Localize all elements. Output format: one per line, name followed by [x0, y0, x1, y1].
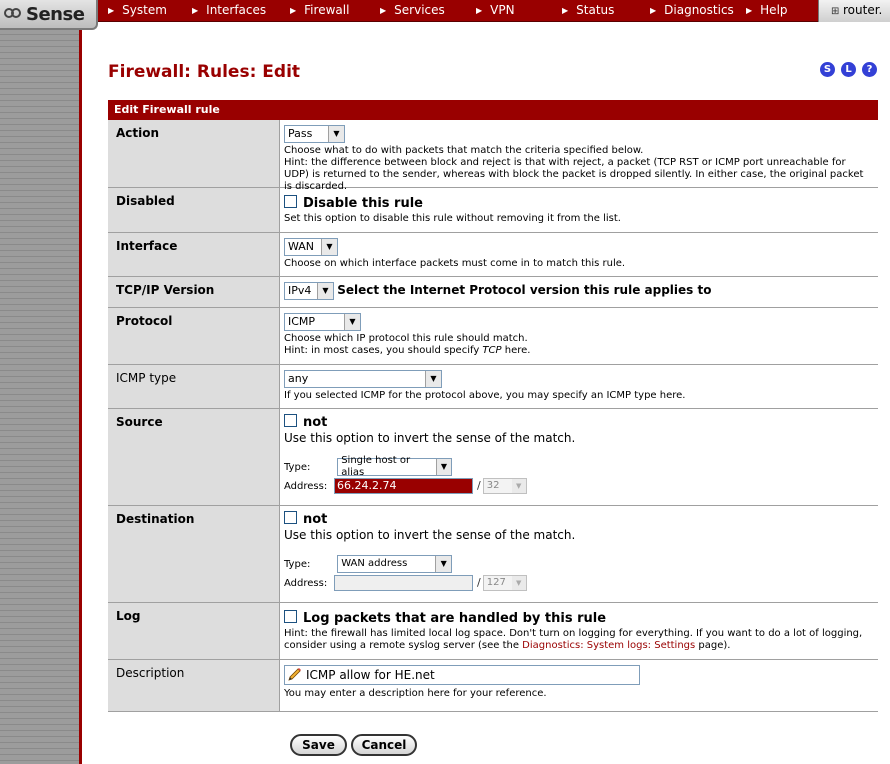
page-title: Firewall: Rules: Edit [108, 62, 301, 82]
arrow-right-icon: ▶ [562, 6, 569, 15]
interface-hint: Choose on which interface packets must come in to match this rule. [284, 258, 626, 269]
action-hint: Choose what to do with packets that match the criteria specified below. [284, 145, 644, 156]
disabled-hint: Set this option to disable this rule without removing it from the list. [284, 213, 621, 224]
source-address-input[interactable]: 66.24.2.74 [334, 478, 473, 494]
row-log [108, 603, 878, 660]
help-icon[interactable]: ? [862, 62, 877, 77]
source-not-checkbox[interactable] [284, 414, 297, 427]
chevron-down-icon: ▼ [436, 459, 451, 475]
destination-hint: Use this option to invert the sense of the match. [284, 528, 576, 542]
row-disabled [108, 188, 878, 233]
logo-emblem-icon [4, 5, 24, 23]
row-interface [108, 233, 878, 277]
icmp-type-select[interactable]: any ▼ [284, 370, 442, 388]
destination-not-checkbox[interactable] [284, 511, 297, 524]
interface-select[interactable]: WAN ▼ [284, 238, 338, 256]
chevron-down-icon: ▼ [512, 479, 526, 493]
arrow-right-icon: ▶ [290, 6, 297, 15]
description-label: Description [108, 660, 280, 711]
form-header: Edit Firewall rule [108, 100, 878, 120]
description-input[interactable]: ICMP allow for HE.net [284, 665, 640, 685]
logo-text: Sense [26, 3, 85, 25]
action-hint-detail: Hint: the difference between block and reject is that with reject, a packet (TCP RST or ICMP port unreachable for UDP) is returned to the sender, whereas with block the packet is dropped silently. In either case, the original packet is discarded. [284, 157, 864, 192]
nav-services[interactable]: ▶ Services [380, 3, 445, 17]
nav-diagnostics[interactable]: ▶ Diagnostics [650, 3, 734, 17]
protocol-select[interactable]: ICMP ▼ [284, 313, 361, 331]
row-action [108, 120, 878, 192]
destination-address-input[interactable] [334, 575, 473, 591]
network-icon: ⊞ [831, 6, 840, 17]
protocol-hint: Choose which IP protocol this rule should match. [284, 333, 528, 344]
source-address-line: Address: 66.24.2.74 / 32 ▼ [284, 478, 872, 494]
row-ip-version [108, 277, 878, 308]
destination-address-line: Address: / 127 ▼ [284, 575, 872, 591]
source-hint: Use this option to invert the sense of the match. [284, 431, 576, 445]
row-destination [108, 506, 878, 603]
action-select[interactable]: Pass ▼ [284, 125, 345, 143]
firewall-rule-form [108, 100, 878, 712]
nav-help[interactable]: ▶ Help [746, 3, 788, 17]
chevron-down-icon: ▼ [425, 371, 441, 387]
row-icmp-type [108, 365, 878, 409]
source-type-select[interactable]: Single host or alias ▼ [337, 458, 452, 476]
protocol-hint-detail: Hint: in most cases, you should specify TCP here. [284, 345, 531, 356]
row-protocol [108, 308, 878, 365]
save-button[interactable]: Save [290, 734, 347, 756]
action-label: Action [108, 120, 280, 187]
ip-version-hint: Select the Internet Protocol version this rule applies to [337, 283, 712, 297]
chevron-down-icon: ▼ [344, 314, 360, 330]
log-packets-checkbox[interactable] [284, 610, 297, 623]
chevron-down-icon: ▼ [435, 556, 451, 572]
protocol-label: Protocol [108, 308, 280, 364]
destination-type-line: Type: WAN address ▼ [284, 555, 872, 573]
nav-system[interactable]: ▶ System [108, 3, 167, 17]
log-label: Log [108, 603, 280, 659]
destination-mask-select[interactable]: 127 ▼ [483, 575, 527, 591]
nav-firewall[interactable]: ▶ Firewall [290, 3, 350, 17]
arrow-right-icon: ▶ [192, 6, 199, 15]
row-source [108, 409, 878, 506]
syslog-settings-link[interactable]: Diagnostics: System logs: Settings [522, 640, 696, 651]
left-sidebar [0, 23, 82, 764]
arrow-right-icon: ▶ [746, 6, 753, 15]
nav-status[interactable]: ▶ Status [562, 3, 615, 17]
icmp-type-label: ICMP type [108, 365, 280, 408]
nav-interfaces[interactable]: ▶ Interfaces [192, 3, 267, 17]
chevron-down-icon: ▼ [321, 239, 337, 255]
interface-label: Interface [108, 233, 280, 276]
icmp-type-hint: If you selected ICMP for the protocol above, you may specify an ICMP type here. [284, 390, 686, 401]
chevron-down-icon: ▼ [512, 576, 526, 590]
log-packets-label: Log packets that are handled by this rule [303, 611, 607, 626]
disable-rule-checkbox[interactable] [284, 195, 297, 208]
chevron-down-icon: ▼ [317, 283, 333, 299]
chevron-down-icon: ▼ [328, 126, 344, 142]
nav-vpn[interactable]: ▶ VPN [476, 3, 515, 17]
destination-type-select[interactable]: WAN address ▼ [337, 555, 452, 573]
destination-not-label: not [303, 512, 328, 527]
arrow-right-icon: ▶ [476, 6, 483, 15]
arrow-right-icon: ▶ [650, 6, 657, 15]
log-shortcut-icon[interactable]: L [841, 62, 856, 77]
disable-rule-label: Disable this rule [303, 196, 423, 211]
source-mask-select[interactable]: 32 ▼ [483, 478, 527, 494]
pencil-icon [287, 668, 303, 682]
hostname-box[interactable]: ⊞ router. [818, 0, 890, 22]
destination-label: Destination [108, 506, 280, 602]
status-shortcut-icon[interactable]: S [820, 62, 835, 77]
arrow-right-icon: ▶ [108, 6, 115, 15]
arrow-right-icon: ▶ [380, 6, 387, 15]
cancel-button[interactable]: Cancel [351, 734, 417, 756]
row-description [108, 660, 878, 712]
ip-version-label: TCP/IP Version [108, 277, 280, 307]
source-type-line: Type: Single host or alias ▼ [284, 458, 872, 476]
source-label: Source [108, 409, 280, 505]
source-not-label: not [303, 415, 328, 430]
pfsense-logo[interactable] [0, 0, 98, 30]
ip-version-select[interactable]: IPv4 ▼ [284, 282, 334, 300]
description-hint: You may enter a description here for your reference. [284, 688, 547, 699]
disabled-label: Disabled [108, 188, 280, 232]
log-hint: Hint: the firewall has limited local log space. Don't turn on logging for everything. If you want to do a lot of logging, consider using a remote syslog server (see the Diagnostics: System logs: Settings page). [284, 628, 863, 651]
top-nav-bar [0, 0, 890, 22]
